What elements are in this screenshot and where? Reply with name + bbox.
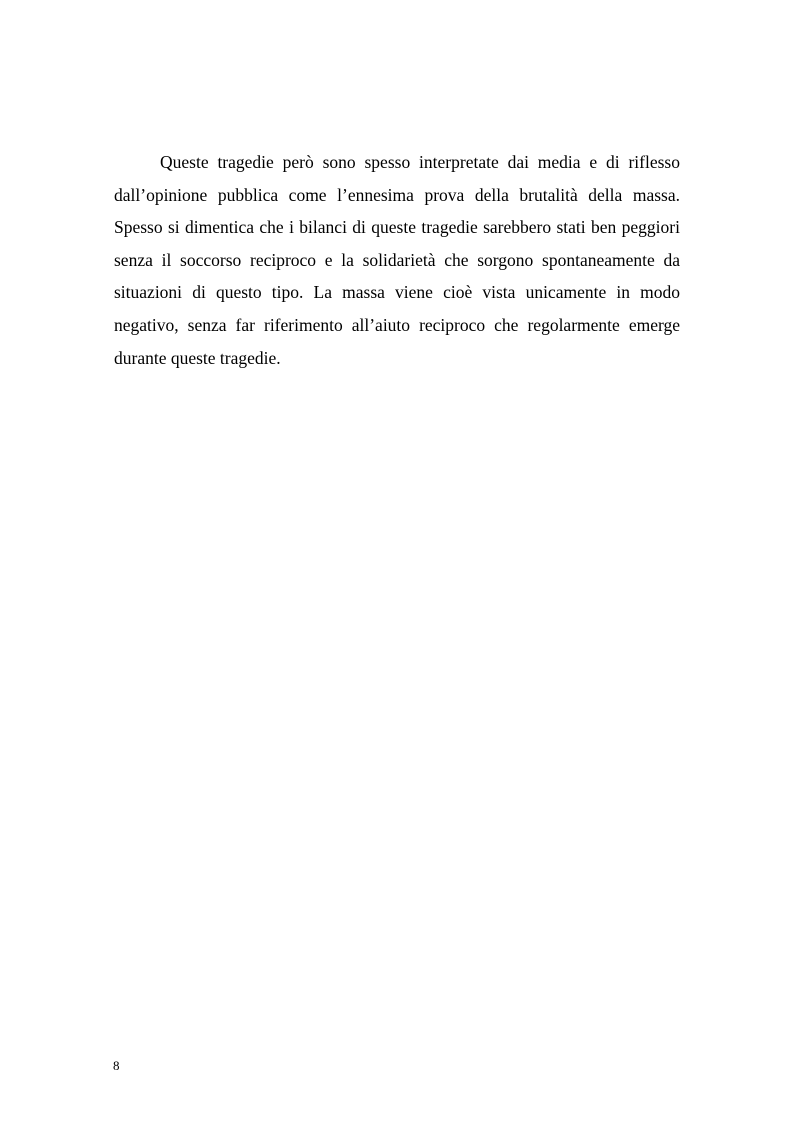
page-number: 8 [113, 1058, 120, 1073]
body-paragraph: Queste tragedie però sono spesso interpretate dai media e di riflesso dall’opinione pubblica come l’ennesima prova della brutalità della massa. Spesso si dimentica che i bilanci di queste tragedie sarebbero stati ben peggiori senza il soccorso reciproco e la solidarietà che sorgono spontaneamente da situazioni di questo tipo. La massa viene cioè vista unicamente in modo negativo, senza far riferimento all’aiuto reciproco che regolarmente emerge durante queste tragedie. [114, 152, 680, 368]
